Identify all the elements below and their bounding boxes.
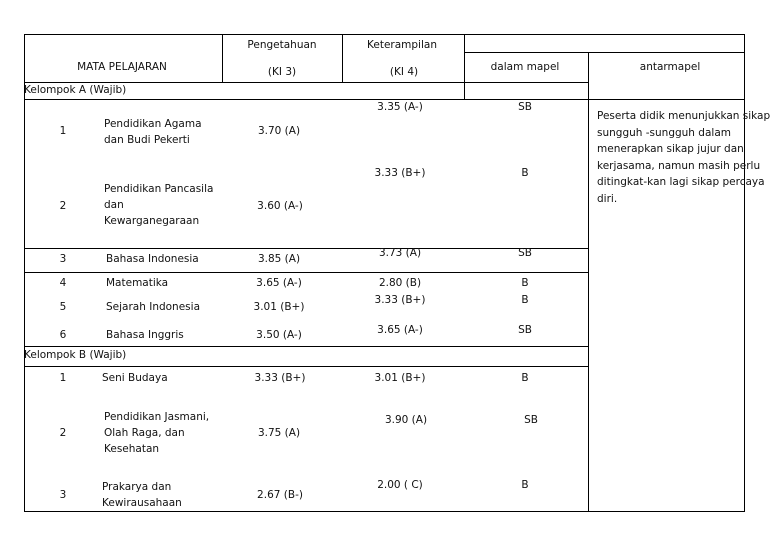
skills-score: 3.65 (A-) xyxy=(377,324,423,336)
row-number: 1 xyxy=(59,372,67,384)
knowledge-header: Pengetahuan xyxy=(247,39,317,51)
subject-column-header: MATA PELAJARAN xyxy=(77,61,167,73)
group-a-label: Kelompok A (Wajib) xyxy=(24,84,127,96)
knowledge-code: (KI 3) xyxy=(267,66,297,78)
skills-score: 2.80 (B) xyxy=(378,277,422,289)
knowledge-score: 3.50 (A-) xyxy=(256,329,302,341)
knowledge-score: 3.01 (B+) xyxy=(253,301,305,313)
row-number: 2 xyxy=(59,200,67,212)
subject-name: Seni Budaya xyxy=(102,372,168,384)
subject-name: Pendidikan Jasmani, Olah Raga, dan Kesehatan xyxy=(104,411,210,455)
subject-name: Bahasa Indonesia xyxy=(106,253,199,265)
within-subject-header: dalam mapel xyxy=(490,61,560,73)
subject-name: Bahasa Inggris xyxy=(106,329,184,341)
skills-score: 3.90 (A) xyxy=(384,414,428,426)
attitude-grade: SB xyxy=(518,101,532,113)
attitude-grade: B xyxy=(521,479,529,491)
row-number: 1 xyxy=(59,125,67,137)
skills-score: 3.73 (A) xyxy=(378,247,422,259)
knowledge-score: 2.67 (B-) xyxy=(257,489,303,501)
row-number: 3 xyxy=(59,489,67,501)
knowledge-score: 3.65 (A-) xyxy=(256,277,302,289)
attitude-grade: B xyxy=(521,294,529,306)
subject-name: Pendidikan Agama dan Budi Pekerti xyxy=(104,118,202,146)
row-number: 3 xyxy=(59,253,67,265)
knowledge-score: 3.70 (A) xyxy=(257,125,301,137)
row-number: 2 xyxy=(59,427,67,439)
attitude-grade: B xyxy=(521,372,529,384)
attitude-grade: B xyxy=(521,167,529,179)
subject-name: Matematika xyxy=(106,277,169,289)
subject-name: Pendidikan Pancasila dan Kewarganegaraan xyxy=(104,183,214,227)
row-number: 6 xyxy=(59,329,67,341)
attitude-grade: SB xyxy=(518,324,532,336)
subject-name: Prakarya dan Kewirausahaan xyxy=(102,481,182,509)
skills-score: 2.00 ( C) xyxy=(377,479,423,491)
skills-score: 3.01 (B+) xyxy=(374,372,426,384)
skills-score: 3.33 (B+) xyxy=(374,294,426,306)
knowledge-score: 3.85 (A) xyxy=(257,253,301,265)
group-b-label: Kelompok B (Wajib) xyxy=(24,349,127,361)
knowledge-score: 3.33 (B+) xyxy=(254,372,306,384)
skills-score: 3.33 (B+) xyxy=(374,167,426,179)
skills-header: Keterampilan xyxy=(367,39,437,51)
subject-name: Sejarah Indonesia xyxy=(106,301,200,313)
attitude-grade: SB xyxy=(518,247,532,259)
knowledge-score: 3.75 (A) xyxy=(257,427,301,439)
skills-code: (KI 4) xyxy=(389,66,419,78)
row-number: 5 xyxy=(59,301,67,313)
attitude-grade: SB xyxy=(524,414,538,426)
skills-score: 3.35 (A-) xyxy=(377,101,423,113)
knowledge-score: 3.60 (A-) xyxy=(257,200,303,212)
attitude-description: Peserta didik menunjukkan sikap sungguh -sungguh dalam menerapkan sikap jujur dan kerjasama, namun masih perlu ditingkat-kan lagi sikap percaya diri. xyxy=(597,110,771,205)
row-number: 4 xyxy=(59,277,67,289)
attitude-grade: B xyxy=(521,277,529,289)
across-subject-header: antarmapel xyxy=(639,61,701,73)
